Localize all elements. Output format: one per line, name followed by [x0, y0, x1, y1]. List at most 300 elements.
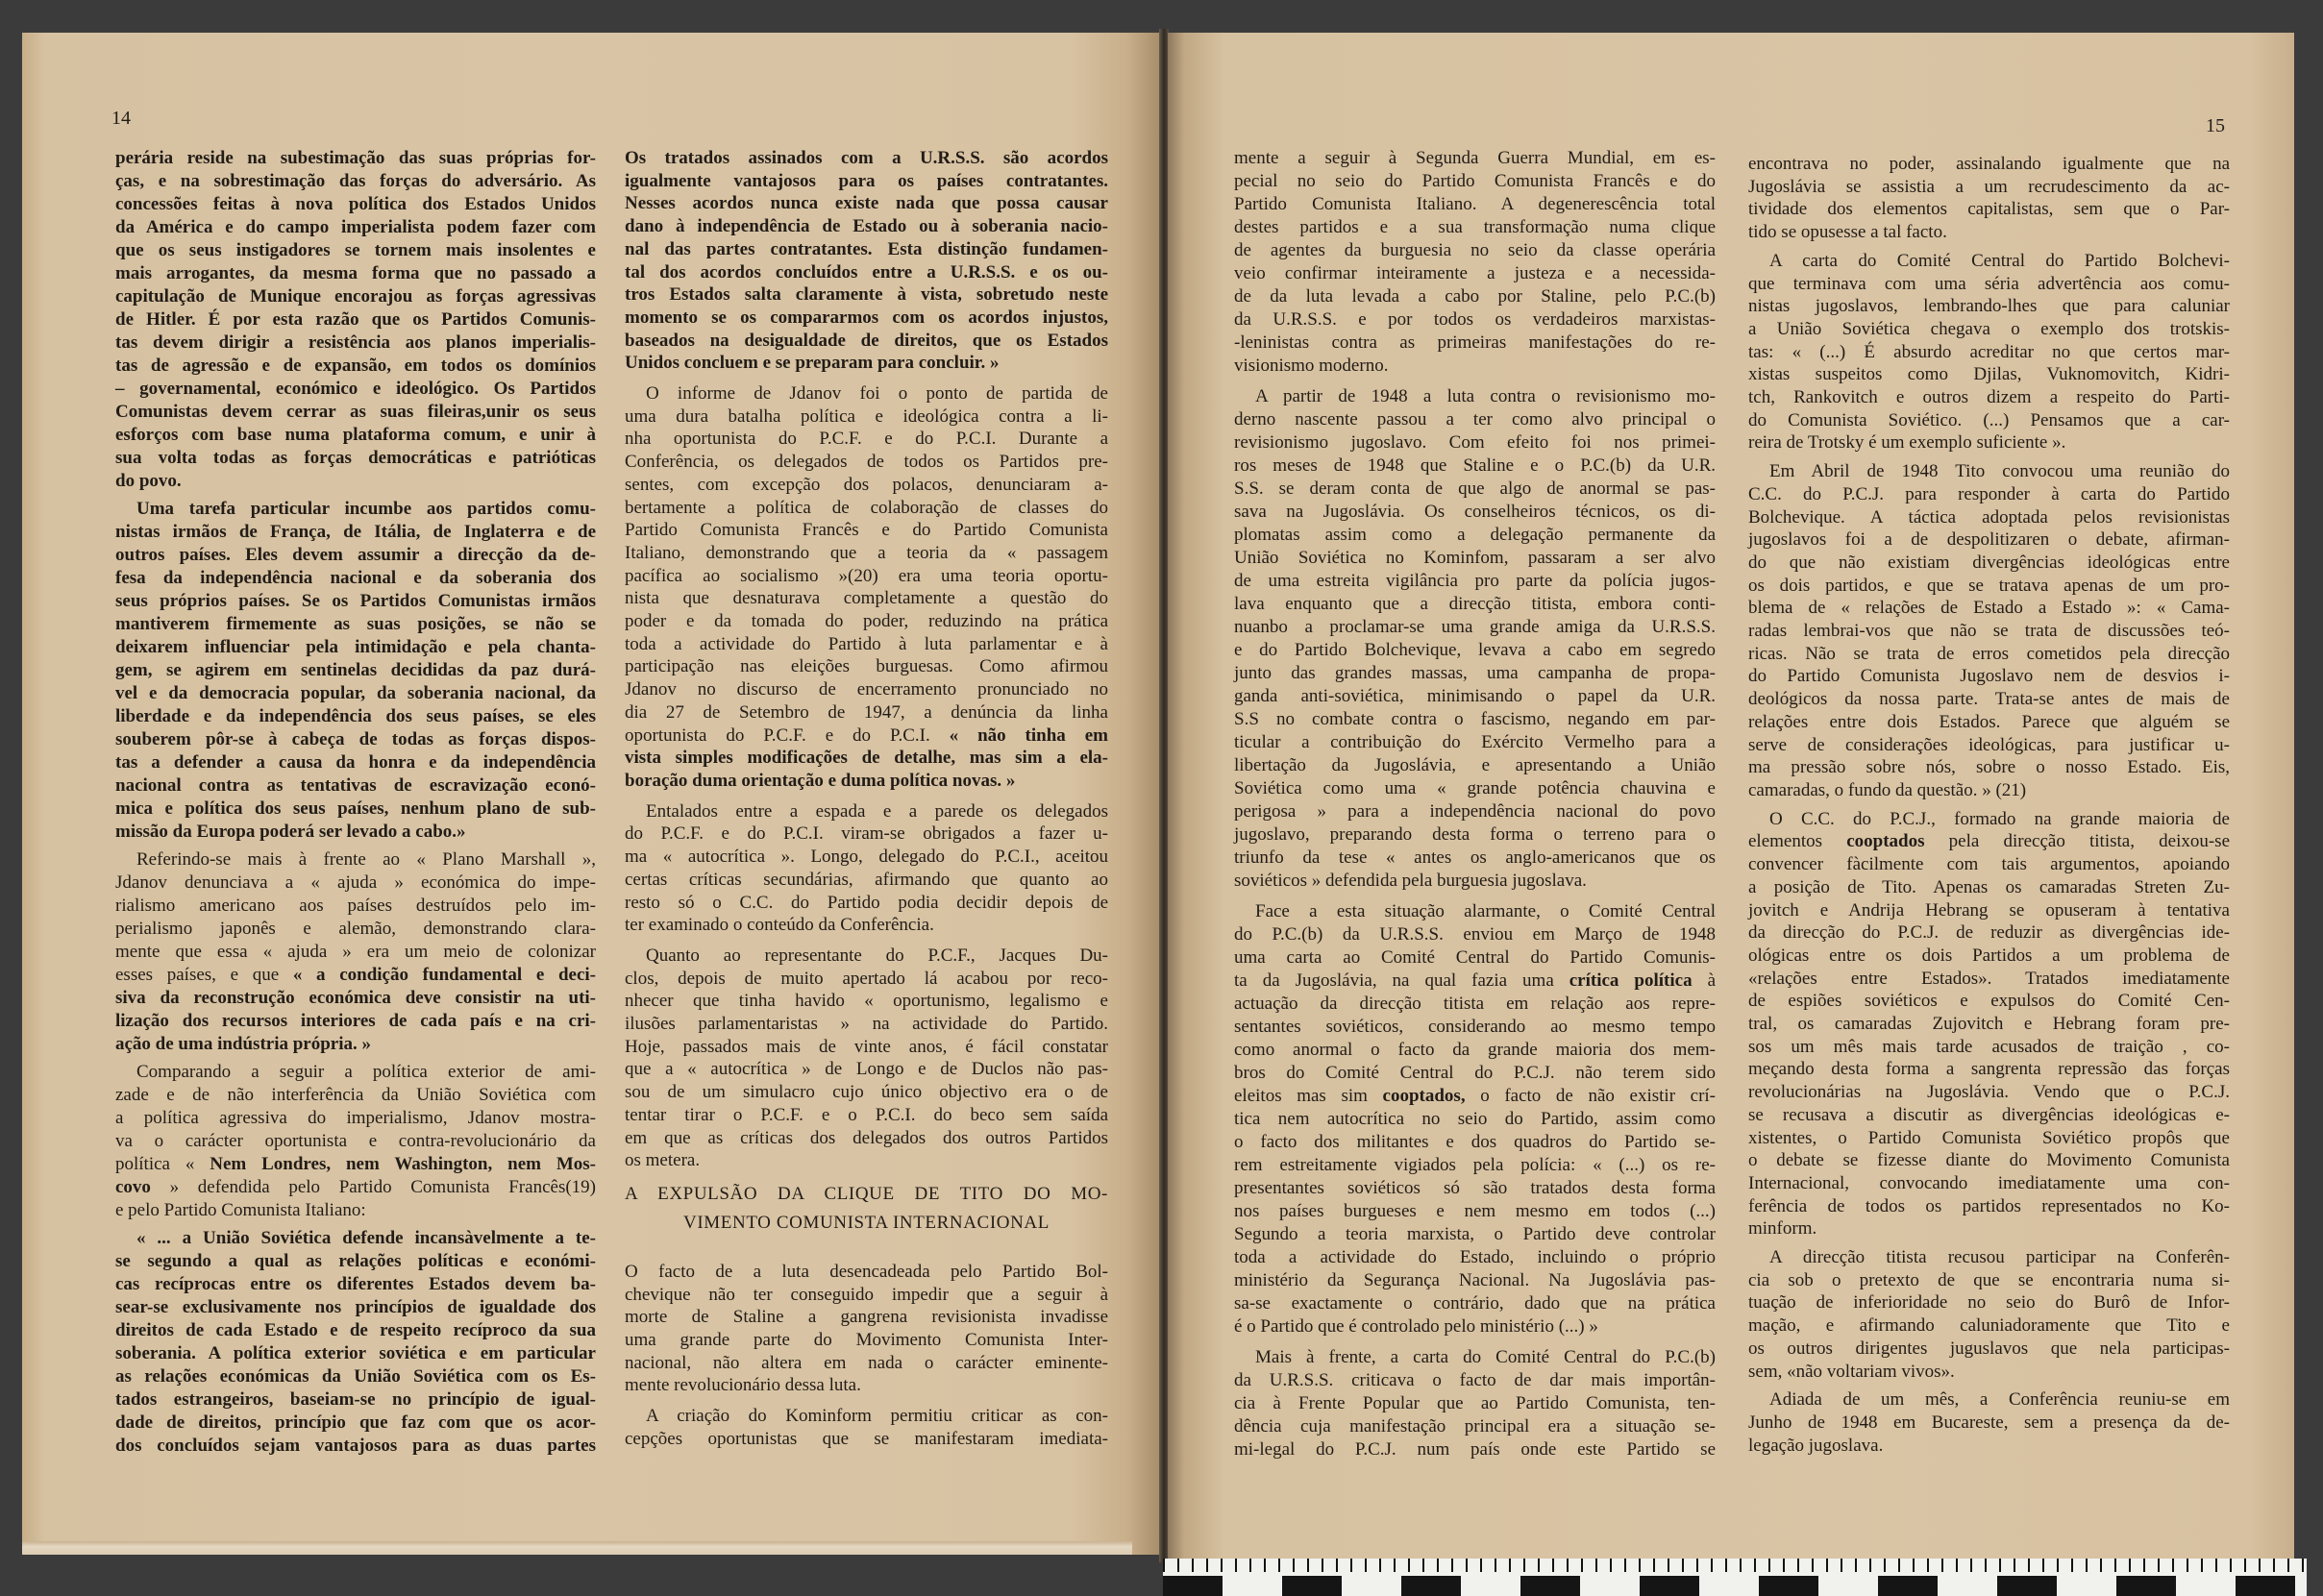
paragraph — [115, 1061, 596, 1222]
text-line — [625, 1329, 1108, 1352]
text-line — [1234, 1085, 1716, 1108]
text-line — [1748, 198, 2230, 221]
heading-line — [625, 1209, 1108, 1238]
text-line — [1748, 1195, 2230, 1218]
text-line — [115, 216, 596, 239]
text-line — [1748, 1412, 2230, 1435]
text-line — [1748, 643, 2230, 666]
text-run: visionismo moderno. — [1234, 356, 1389, 376]
text-run: toda a actividade do Estado, incluindo o próprio — [1234, 1247, 1716, 1267]
bold-text: vel e da democracia popular, da soberania nacional, da — [115, 683, 596, 703]
page-number: 14 — [111, 108, 131, 129]
bold-text: tas a defender a causa da honra e da independência — [115, 752, 596, 773]
text-run: mação, e afirmando caluniadoramente que Tito e — [1748, 1315, 2230, 1337]
text-line — [115, 285, 596, 308]
text-line — [625, 701, 1108, 724]
bold-text: mica e política dos seus países, nenhum plano de sub- — [115, 798, 596, 819]
text-run: sentes, com excepção dos polacos, denunciaram a- — [625, 474, 1108, 495]
bold-text: dos concluídos sejam vantajosos para as duas partes — [115, 1436, 596, 1456]
paragraph — [115, 1227, 596, 1458]
text-line — [1748, 1149, 2230, 1172]
bold-text: vista simples modificações de detalhe, mas sim a ela- — [625, 748, 1108, 769]
paragraph — [1234, 147, 1716, 378]
text-line — [1748, 853, 2230, 876]
text-line — [1748, 1172, 2230, 1195]
text-line — [1748, 1104, 2230, 1127]
text-run: derno nascente passou a ter como alvo principal o — [1234, 409, 1716, 430]
text-line — [1748, 665, 2230, 688]
text-line — [1234, 570, 1716, 593]
text-run: minform. — [1748, 1218, 1817, 1240]
text-line — [1234, 1246, 1716, 1269]
text-run: sos um mês mais tarde acusados de traição , co- — [1748, 1036, 2230, 1057]
text-line — [1748, 711, 2230, 734]
text-line — [1748, 341, 2230, 364]
text-run: a União Soviética chegava o exemplo dos trotskis- — [1748, 318, 2230, 339]
text-run: de agentes da burguesia no seio da classe operária — [1234, 240, 1716, 260]
text-line — [1748, 734, 2230, 757]
text-run: junto das grandes massas, uma campanha de propa- — [1234, 663, 1716, 683]
text-run: pacífica ao socialismo »(20) era uma teoria oportu- — [625, 565, 1108, 586]
paragraph — [1748, 460, 2230, 802]
bold-text: esforços com base numa plataforma comum, e unir à — [115, 425, 596, 445]
text-run: cia sob o pretexto de que se encontraria numa si- — [1748, 1269, 2230, 1290]
bold-text: crítica política — [1569, 970, 1693, 991]
text-run: a posição de Tito. Apenas os camaradas Streten Zu- — [1748, 876, 2230, 897]
text-run: Soviética como uma « grande potência chauvina e — [1234, 778, 1716, 798]
text-run: mente que essa « ajuda » era um meio de colonizar — [115, 942, 596, 962]
text-line — [115, 1435, 596, 1458]
text-line — [115, 964, 596, 987]
text-run: Italiano, demonstrando que a teoria da « passagem — [625, 542, 1108, 563]
right-page — [1168, 33, 2294, 1559]
text-run: Quanto ao representante do P.C.F., Jacques Du- — [646, 945, 1108, 966]
text-line — [1234, 431, 1716, 454]
text-run: O informe de Jdanov foi o ponto de partida de — [646, 383, 1108, 405]
bold-text: boração duma orientação e duma política novas. » — [625, 770, 1016, 791]
text-column-4 — [1748, 153, 2230, 1457]
text-run: triunfo da tese « antes os anglo-americanos que os — [1234, 847, 1716, 868]
text-run: serve de considerações ideológicas, para justificar u- — [1748, 734, 2230, 755]
text-run: Referindo-se mais à frente ao « Plano Marshall », — [136, 849, 596, 870]
text-run: certas críticas secundárias, afirmando que quanto ao — [625, 869, 1108, 890]
text-line — [1234, 1269, 1716, 1292]
text-line — [625, 192, 1108, 215]
ruler-ticks — [1163, 1559, 2307, 1572]
text-run: do Comunista Soviético. (...) Pensamos que a car- — [1748, 409, 2230, 430]
text-run: ministério da Segurança Nacional. Na Jugoslávia pas- — [1234, 1270, 1716, 1290]
text-run: de uma estreita vigilância pro parte da polícia jugos- — [1234, 571, 1716, 591]
text-run: ilusões parlamentaristas » na actividade do Partido. — [625, 1014, 1108, 1035]
text-run: dência cuja manifestação principal era a situação se- — [1234, 1416, 1716, 1436]
paragraph — [625, 147, 1108, 375]
text-run: cepções oportunistas que se manifestaram imediata- — [625, 1428, 1108, 1449]
text-line — [1234, 1369, 1716, 1392]
text-line — [625, 770, 1108, 793]
paragraph — [1748, 250, 2230, 454]
text-run: Jugoslávia se assistia a um recrudescimento da ac- — [1748, 176, 2230, 197]
text-line — [1234, 1415, 1716, 1438]
text-line — [1234, 1346, 1716, 1369]
bold-text: cas recíprocas entre os diferentes Estados devem ba- — [115, 1274, 596, 1294]
heading-line — [625, 1180, 1108, 1209]
text-run: e do Partido Bolchevique, levava a cabo em segredo — [1234, 640, 1716, 660]
text-line — [115, 682, 596, 705]
text-run: ma pressão sobre nós, sobre o nosso Estado. Eis, — [1748, 757, 2230, 778]
text-run: legação jugoslava. — [1748, 1435, 1884, 1456]
bold-text: cooptados, — [1382, 1086, 1466, 1106]
section-heading — [625, 1180, 1108, 1238]
text-line — [1234, 708, 1716, 731]
text-line — [1748, 506, 2230, 529]
text-line — [625, 587, 1108, 610]
text-run: perigosa » para a independência nacional do povo — [1234, 801, 1716, 822]
text-line — [115, 470, 596, 493]
text-run: tica nem autocrítica no seio do Partido, assim como — [1234, 1109, 1716, 1129]
text-line — [1748, 597, 2230, 620]
text-run: os outros dirigentes juguslavos que nela participas- — [1748, 1338, 2230, 1359]
text-line — [1234, 800, 1716, 823]
text-run: oportunista do P.C.F. e do P.C.I. — [625, 724, 950, 746]
text-run: radas lembrai-vos que não se trata de discussões teó- — [1748, 621, 2230, 642]
text-line — [115, 1296, 596, 1319]
text-line — [1748, 318, 2230, 341]
text-run: mi-legal do P.C.J. num país onde este Partido se — [1234, 1439, 1716, 1460]
text-line — [115, 1153, 596, 1176]
text-line — [115, 1365, 596, 1388]
text-line — [115, 1010, 596, 1033]
paragraph — [625, 800, 1108, 937]
text-line — [1748, 1361, 2230, 1384]
text-line — [625, 1081, 1108, 1104]
bold-text: Nesses acordos nunca existe nada que possa causar — [625, 193, 1108, 214]
text-line — [1234, 501, 1716, 524]
text-line — [115, 636, 596, 659]
text-run: cia à Frente Popular que ao Partido Comunista, ten- — [1234, 1393, 1716, 1413]
bold-text: Comunistas devem cerrar as suas fileiras,unir os seus — [115, 402, 596, 422]
text-line — [1234, 993, 1716, 1016]
bold-text: souberem pôr-se à cabeça de todas as forças dispos- — [115, 729, 596, 749]
text-run: sou de um simulacro cujo único objectivo era o de — [625, 1082, 1108, 1103]
text-line — [1234, 923, 1716, 946]
text-line — [1748, 688, 2230, 711]
text-run: ticular a contribuição do Exército Vermelho para a — [1234, 732, 1716, 752]
text-line — [115, 1107, 596, 1130]
text-line — [625, 914, 1108, 937]
text-line — [1234, 1438, 1716, 1461]
text-line — [625, 382, 1108, 405]
text-line — [625, 678, 1108, 701]
text-run: União Soviética no Kominfom, passaram a ser alvo — [1234, 548, 1716, 568]
text-line — [1748, 273, 2230, 296]
text-line — [115, 378, 596, 401]
text-line — [1234, 754, 1716, 777]
text-line — [1234, 593, 1716, 616]
text-line — [625, 990, 1108, 1013]
text-run: morte de Staline a gangrena revisionista invadisse — [625, 1307, 1108, 1328]
text-line — [1748, 990, 2230, 1013]
text-line — [115, 848, 596, 872]
text-line — [1748, 1058, 2230, 1081]
text-line — [115, 1176, 596, 1199]
text-column-2 — [625, 147, 1108, 1451]
text-run: va o carácter oportunista e contra-revolucionário da — [115, 1131, 596, 1151]
bold-text: tas de agressão e de expansão, em todos os domínios — [115, 356, 596, 376]
text-run: Comparando a seguir a política exterior de ami- — [136, 1062, 596, 1082]
bold-text: nistas irmãos de França, de Itália, de Inglaterra e de — [115, 522, 596, 542]
text-column-1 — [115, 147, 596, 1458]
text-line — [1234, 1292, 1716, 1315]
text-run: A EXPULSÃO DA CLIQUE DE TITO DO MO- — [625, 1183, 1108, 1204]
text-line — [1234, 239, 1716, 262]
text-line — [625, 352, 1108, 375]
text-run: O facto de a luta desencadeada pelo Partido Bol- — [625, 1261, 1108, 1282]
text-line — [115, 331, 596, 355]
text-line — [625, 1405, 1108, 1428]
text-line — [1234, 355, 1716, 378]
text-line — [1748, 295, 2230, 318]
bold-text: dano à independência de Estado ou à soberania nacio- — [625, 216, 1108, 237]
text-line — [115, 1319, 596, 1342]
text-run: rem estreitamente vigiados pela polícia: « (...) os re- — [1234, 1155, 1716, 1175]
text-line — [115, 401, 596, 424]
paragraph — [115, 147, 596, 493]
text-run: ma « autocrítica ». Longo, delegado do P.C.I., aceitou — [625, 847, 1108, 868]
text-line — [1748, 779, 2230, 802]
text-run: bros do Comité Central do P.C.J. não terem sido — [1234, 1063, 1716, 1083]
text-line — [115, 774, 596, 798]
text-line — [115, 613, 596, 636]
text-run: xistas suspeitos como Djilas, Vuknomovitch, Kidri- — [1748, 364, 2230, 385]
text-run: meçando desta forma a sangrenta repressão das forças — [1748, 1059, 2230, 1080]
text-run: tch, Rankovitch e outros dizem a respeito do Parti- — [1748, 387, 2230, 408]
text-line — [625, 1013, 1108, 1036]
text-line — [625, 1284, 1108, 1307]
text-line — [1748, 221, 2230, 244]
text-run: política « — [115, 1154, 210, 1174]
text-line — [115, 987, 596, 1010]
text-line — [1748, 1246, 2230, 1269]
paragraph — [625, 1261, 1108, 1397]
text-line — [1748, 460, 2230, 483]
text-line — [1748, 1314, 2230, 1338]
text-run: sentantes soviéticos, considerando ao mesmo tempo — [1234, 1017, 1716, 1037]
text-run: mente revolucionário dessa luta. — [625, 1375, 861, 1396]
text-run: ferência de todos os partidos representados no Ko- — [1748, 1195, 2230, 1216]
bold-text: igualmente vantajosos para os países contratantes. — [625, 170, 1108, 191]
bold-text: liberdade e da independência dos seus países, se eles — [115, 706, 596, 726]
bold-text: sear-se exclusivamente nos princípios de igualdade dos — [115, 1297, 596, 1317]
text-line — [625, 428, 1108, 451]
text-run: Entalados entre a espada e a parede os delegados — [646, 800, 1108, 822]
text-line — [115, 872, 596, 895]
text-line — [115, 239, 596, 262]
text-line — [1234, 408, 1716, 431]
text-line — [1748, 968, 2230, 991]
text-line — [1234, 823, 1716, 847]
text-run: ológicas entre os dois Partidos a um problema de — [1748, 945, 2230, 966]
text-line — [115, 1342, 596, 1365]
bold-text: « a condição fundamental e deci- — [292, 965, 596, 985]
text-run: dia 27 de Setembro de 1947, a denúncia da linha — [625, 701, 1108, 723]
bold-text: lização dos recursos interiores de cada país e na cri- — [115, 1011, 596, 1031]
text-line — [1748, 945, 2230, 968]
bold-text: sua volta todas as forças democráticas e patrióticas — [115, 448, 596, 468]
text-line — [1748, 620, 2230, 643]
text-line — [115, 1084, 596, 1107]
text-run: tas: « (...) É absurdo acreditar no que certos mar- — [1748, 341, 2230, 362]
text-line — [1748, 153, 2230, 176]
text-run: veio confirmar inteiramente a justeza e a necessida- — [1234, 263, 1716, 283]
text-line — [1234, 454, 1716, 478]
text-run: Conferência, os delegados de todos os Partidos pre- — [625, 452, 1108, 473]
text-run: -leninistas contra as primeiras manifestações do re- — [1234, 332, 1716, 353]
text-line — [1748, 528, 2230, 552]
text-run: perialismo japonês e alemão, demonstrando clara- — [115, 919, 596, 939]
text-run: poder e da tomada do poder, reduzindo na prática — [625, 611, 1108, 632]
text-line — [1234, 847, 1716, 870]
bold-text: tros Estados salta claramente à vista, sobretudo neste — [625, 284, 1108, 306]
text-line — [1234, 900, 1716, 923]
text-line — [625, 823, 1108, 846]
text-run: do que não existiam divergências ideológicas entre — [1748, 552, 2230, 573]
text-line — [1748, 1388, 2230, 1412]
text-run: é o Partido que é controlado pelo ministério (...) » — [1234, 1316, 1598, 1337]
text-line — [1748, 1435, 2230, 1458]
text-line — [625, 1036, 1108, 1059]
text-run: e pelo Partido Comunista Italiano: — [115, 1200, 366, 1220]
text-run: o facto de não existir crí- — [1465, 1086, 1717, 1106]
bold-text: de Hitler. É por esta razão que os Partidos Comunis- — [115, 309, 596, 330]
text-line — [115, 1130, 596, 1153]
text-run: Partido Comunista Italiano. A degenerescência total — [1234, 194, 1716, 214]
text-line — [625, 633, 1108, 656]
text-line — [1234, 616, 1716, 639]
text-line — [1748, 899, 2230, 922]
text-line — [1234, 731, 1716, 754]
text-run: xistentes, o Partido Comunista Soviético propôs que — [1748, 1127, 2230, 1148]
text-run: Face a esta situação alarmante, o Comité Central — [1255, 901, 1716, 921]
text-line — [115, 728, 596, 751]
text-line — [625, 542, 1108, 565]
text-line — [625, 451, 1108, 474]
page-number: 15 — [2206, 115, 2225, 136]
text-line — [1234, 262, 1716, 285]
text-run: lava enquanto que a direcção titista, embora conti- — [1234, 594, 1716, 614]
text-line — [1748, 1338, 2230, 1361]
bold-text: tas devem dirigir a resistência aos planos imperialis- — [115, 332, 596, 353]
text-line — [115, 1412, 596, 1435]
bold-text: cooptados — [1846, 831, 1925, 852]
text-run: zade e de não interferência da União Soviética com — [115, 1085, 596, 1105]
bold-text: tados estrangeiros, baseiam-se no princípio de igual- — [115, 1389, 596, 1410]
text-line — [625, 968, 1108, 991]
bold-text: da América e do campo imperialista podem fazer com — [115, 217, 596, 237]
bold-text: ação de uma indústria própria. » — [115, 1034, 372, 1054]
text-run: esses países, e que — [115, 965, 293, 985]
text-run: convencer fàcilmente com tais argumentos, apoiando — [1748, 854, 2230, 875]
scale-ruler — [1163, 1559, 2307, 1596]
text-run: C.C. do P.C.J. para responder à carta do Partido — [1748, 483, 2230, 504]
bold-text: Unidos concluem e se preparam para concluir. » — [625, 353, 1000, 374]
text-run: clos, depois de muito apertado lá acabou por reco- — [625, 968, 1108, 989]
text-line — [1748, 552, 2230, 575]
text-line — [115, 705, 596, 728]
text-run: nista que desnaturava completamente a questão do — [625, 588, 1108, 609]
text-line — [625, 655, 1108, 678]
bold-text: do povo. — [115, 471, 182, 491]
text-run: nos países burgueses e nem mesmo em todos (...) — [1234, 1201, 1716, 1221]
text-run: deológicos da nossa parte. Trata-se antes de mais de — [1748, 689, 2230, 710]
text-run: como anormal o facto da grande maioria dos mem- — [1234, 1040, 1716, 1060]
text-line — [1748, 483, 2230, 506]
text-run: da direcção do P.C.J. de reduzir as divergências ide- — [1748, 922, 2230, 944]
bold-text: momento se os compararmos com os acordos injustos, — [625, 307, 1108, 328]
text-line — [1234, 1392, 1716, 1415]
text-line — [625, 170, 1108, 193]
text-run: encontrava no poder, assinalando igualmente que na — [1748, 154, 2230, 174]
text-line — [115, 424, 596, 447]
text-line — [1748, 1081, 2230, 1104]
text-run: do P.C.F. e do P.C.I. viram-se obrigados a fazer u- — [625, 823, 1108, 845]
text-run: Hoje, passados mais de vinte anos, é fácil constatar — [625, 1036, 1108, 1057]
text-line — [115, 1273, 596, 1296]
text-line — [1234, 1177, 1716, 1200]
text-line — [625, 147, 1108, 170]
text-run: o debate se fizesse diante do Movimento Comunista — [1748, 1150, 2230, 1171]
text-line — [115, 1250, 596, 1273]
text-run: do Partido Comunista Jugoslavo nem de desvios i- — [1748, 666, 2230, 687]
text-line — [1748, 1217, 2230, 1240]
text-run: se recusava a discutir as divergências ideológicas e- — [1748, 1104, 2230, 1125]
text-run: relações entre dois Estados. Parece que alguém se — [1748, 711, 2230, 732]
bold-text: baseados na desigualdade de direitos, que os Estados — [625, 330, 1108, 351]
text-run: «relações entre Estados». Tratados imediatamente — [1748, 968, 2230, 989]
text-line — [625, 846, 1108, 869]
text-line — [1748, 1127, 2230, 1150]
bold-text: dade de direitos, princípio que faz com que os acor- — [115, 1412, 596, 1433]
text-run: sa-se exactamente o contrário, dado que na prática — [1234, 1293, 1716, 1314]
text-line — [115, 355, 596, 378]
text-line — [1748, 363, 2230, 386]
text-line — [115, 567, 596, 590]
text-line — [1748, 876, 2230, 899]
text-run: uma dura batalha política e ideológica contra a li- — [625, 405, 1108, 427]
text-run: de espiões soviéticos e expulsos do Comité Cen- — [1748, 991, 2230, 1012]
text-run: Junho de 1948 em Bucareste, sem a presença da de- — [1748, 1412, 2230, 1433]
text-line — [625, 892, 1108, 915]
text-line — [625, 1374, 1108, 1397]
text-run: Adiada de um mês, a Conferência reuniu-se em — [1769, 1389, 2230, 1411]
text-run: uma carta ao Comité Central do Partido Comunis- — [1234, 947, 1716, 968]
text-line — [115, 659, 596, 682]
text-run: nhecer que tinha havido « oportunismo, legalismo e — [625, 991, 1108, 1012]
bold-text: ças, e na sobrestimação das forças do adversário. As — [115, 171, 596, 191]
text-line — [115, 1199, 596, 1222]
text-line — [115, 821, 596, 844]
text-line — [115, 590, 596, 613]
text-line — [115, 1227, 596, 1250]
text-run: VIMENTO COMUNISTA INTERNACIONAL — [683, 1212, 1050, 1233]
text-line — [1234, 870, 1716, 893]
text-line — [625, 1261, 1108, 1284]
text-run: presentantes soviéticos só são tratados desta forma — [1234, 1178, 1716, 1198]
text-run: a política agressiva do imperialismo, Jdanov mostra- — [115, 1108, 596, 1128]
text-line — [1234, 946, 1716, 970]
text-line — [1234, 308, 1716, 331]
text-line — [115, 941, 596, 964]
bold-text: « ... a União Soviética defende incansàvelmente a te- — [136, 1228, 596, 1248]
